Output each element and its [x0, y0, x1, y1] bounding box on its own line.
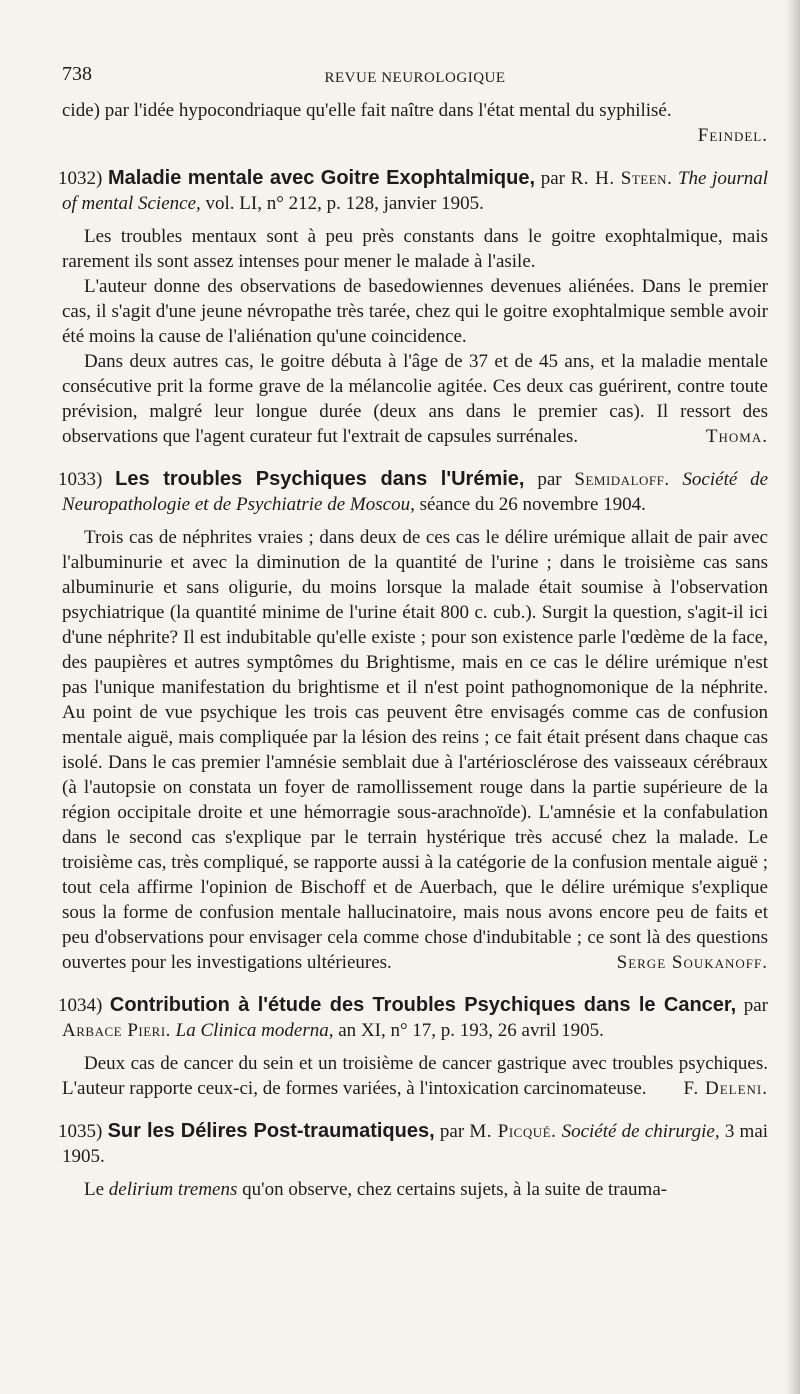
entry-number: 1032): [58, 168, 103, 189]
closing-italic: delirium tremens: [108, 1179, 238, 1200]
entry-details: 3 mai 1905.: [62, 1121, 769, 1167]
entry-signature: Serge Soukanoff.: [616, 952, 768, 973]
entry-number: 1033): [58, 469, 103, 490]
entry-1032: [58, 166, 769, 449]
entry-paragraph: [62, 349, 768, 449]
entry-signature: F. Deleni.: [683, 1078, 768, 1099]
entry-signature: Thoma.: [705, 426, 768, 447]
entry-paragraph: L'auteur donne des observations de basedowiennes devenues aliénées. Dans le premier cas, il s'agit d'une jeune névropathe très tarée, chez qui le goitre exophtalmique semble avoir été moins la cause de l'aliénation qu'une coincidence.: [62, 276, 768, 347]
entry-heading: [58, 166, 769, 216]
entry-1035: [58, 1119, 769, 1202]
entry-title: Sur les Délires Post-traumatiques,: [107, 1120, 435, 1142]
closing-rest: qu'on observe, chez certains sujets, à la suite de trauma-: [242, 1179, 668, 1200]
entry-heading: [58, 993, 768, 1043]
entry-author: Semidaloff.: [574, 469, 670, 490]
entry-title: Maladie mentale avec Goitre Exophtalmique,: [107, 167, 536, 189]
entry-details: an XI, n° 17, p. 193, 26 avril 1905.: [338, 1020, 604, 1041]
intro-signature: Feindel.: [697, 125, 768, 146]
entry-paragraph: [62, 1051, 768, 1101]
entry-source: Société de chirurgie,: [561, 1121, 720, 1142]
entry-title: Contribution à l'étude des Troubles Psychiques dans le Cancer,: [109, 994, 737, 1016]
entry-1033: [58, 467, 769, 975]
entry-author: R. H. Steen.: [570, 168, 673, 189]
entry-number: 1035): [58, 1121, 103, 1142]
scan-edge-shadow: [786, 0, 800, 1394]
entry-author: M. Picqué.: [469, 1121, 557, 1142]
entry-details: vol. LI, n° 212, p. 128, janvier 1905.: [205, 193, 484, 214]
entry-by: par: [743, 995, 768, 1016]
entry-heading: [58, 467, 769, 517]
intro-paragraph: [62, 98, 768, 148]
entry-paragraph: [62, 525, 768, 975]
entry-paragraph-text: Trois cas de néphrites vraies ; dans deux de ces cas le délire urémique allait de pair avec l'albuminurie et avec la diminution de la quantité de l'urine ; dans le troisième cas sans albuminurie et sans oligurie, du moins lorsque la malade était soumise à l'observation psychiatrique (la quantité minime de l'urine était 800 c. cub.). Surgit la question, s'agit-il ici d'une néphrite? Il est indubitable qu'elle existe ; pour son existence parle l'œdème de la face, des paupières et autres symptômes du Brightisme, mais en ce cas le délire urémique n'est pas l'unique manifestation du brightisme et il n'est point pathognomonique de la néphrite. Au point de vue psychique les trois cas peuvent être envisagés comme cas de confusion mentale aiguë, mais compliquée par la lésion des reins ; ce fait était présent dans chaque cas isolé. Dans le cas premier l'amnésie semblait due à l'artériosclérose des vaisseaux cérébraux (à l'autopsie on constata un foyer de ramollissement rouge dans la partie supérieure de la région occipitale droite et une hémorragie sous-arachnoïde). L'amnésie et la confabulation dans le second cas s'explique par le terrain hystérique très accusé chez la malade. Le troisième cas, très compliqué, se rapporte aussi à la catégorie de la confusion mentale aiguë ; tout cela affirme l'opinion de Bischoff et de Auerbach, que le délire urémique s'explique sous la forme de confusion mentale hallucinatoire, mais nous avons encore peu de faits et peu d'observations pour envisager cela comme chose d'indubitable ; ce sont là des questions ouvertes pour les investigations ultérieures.: [62, 527, 768, 973]
entry-details: séance du 26 novembre 1904.: [419, 494, 646, 515]
entry-source: The journal of mental Science,: [62, 168, 769, 214]
entry-title: Les troubles Psychiques dans l'Urémie,: [115, 468, 525, 490]
journal-page: [58, 58, 769, 1202]
page-number: 738: [62, 63, 92, 85]
entry-heading: [58, 1119, 769, 1169]
entry-1034: [58, 993, 768, 1101]
entry-by: par: [540, 168, 565, 189]
closing-paragraph: [62, 1177, 768, 1202]
entry-author: Arbace Pieri.: [62, 1020, 171, 1041]
entry-source: Société de Neuropathologie et de Psychiatrie de Moscou,: [62, 469, 769, 515]
page-header: [62, 58, 768, 98]
entry-paragraph: Les troubles mentaux sont à peu près constants dans le goitre exophtalmique, mais rarement ils sont assez intenses pour mener le malade à l'asile.: [62, 226, 768, 272]
entry-number: 1034): [58, 995, 103, 1016]
running-head: REVUE NEUROLOGIQUE: [324, 70, 506, 86]
closing-lead: Le: [84, 1179, 105, 1200]
intro-text: cide) par l'idée hypocondriaque qu'elle fait naître dans l'état mental du syphilisé.: [62, 100, 672, 121]
entry-by: par: [537, 469, 562, 490]
entry-paragraph-text: Deux cas de cancer du sein et un troisième de cancer gastrique avec troubles psychiques. L'auteur rapporte ceux-ci, de formes variées, à l'intoxication carcinomateuse.: [62, 1053, 768, 1099]
entry-source: La Clinica moderna,: [175, 1020, 334, 1041]
entry-paragraph-text: Dans deux autres cas, le goitre débuta à l'âge de 37 et de 45 ans, et la maladie mentale consécutive prit la forme grave de la mélancolie agitée. Ces deux cas guérirent, contre toute prévision, malgré leur longue durée (deux ans dans le premier cas). Il ressort des observations que l'agent curateur fut l'extrait de capsules surrénales.: [62, 351, 768, 447]
entry-by: par: [439, 1121, 465, 1142]
